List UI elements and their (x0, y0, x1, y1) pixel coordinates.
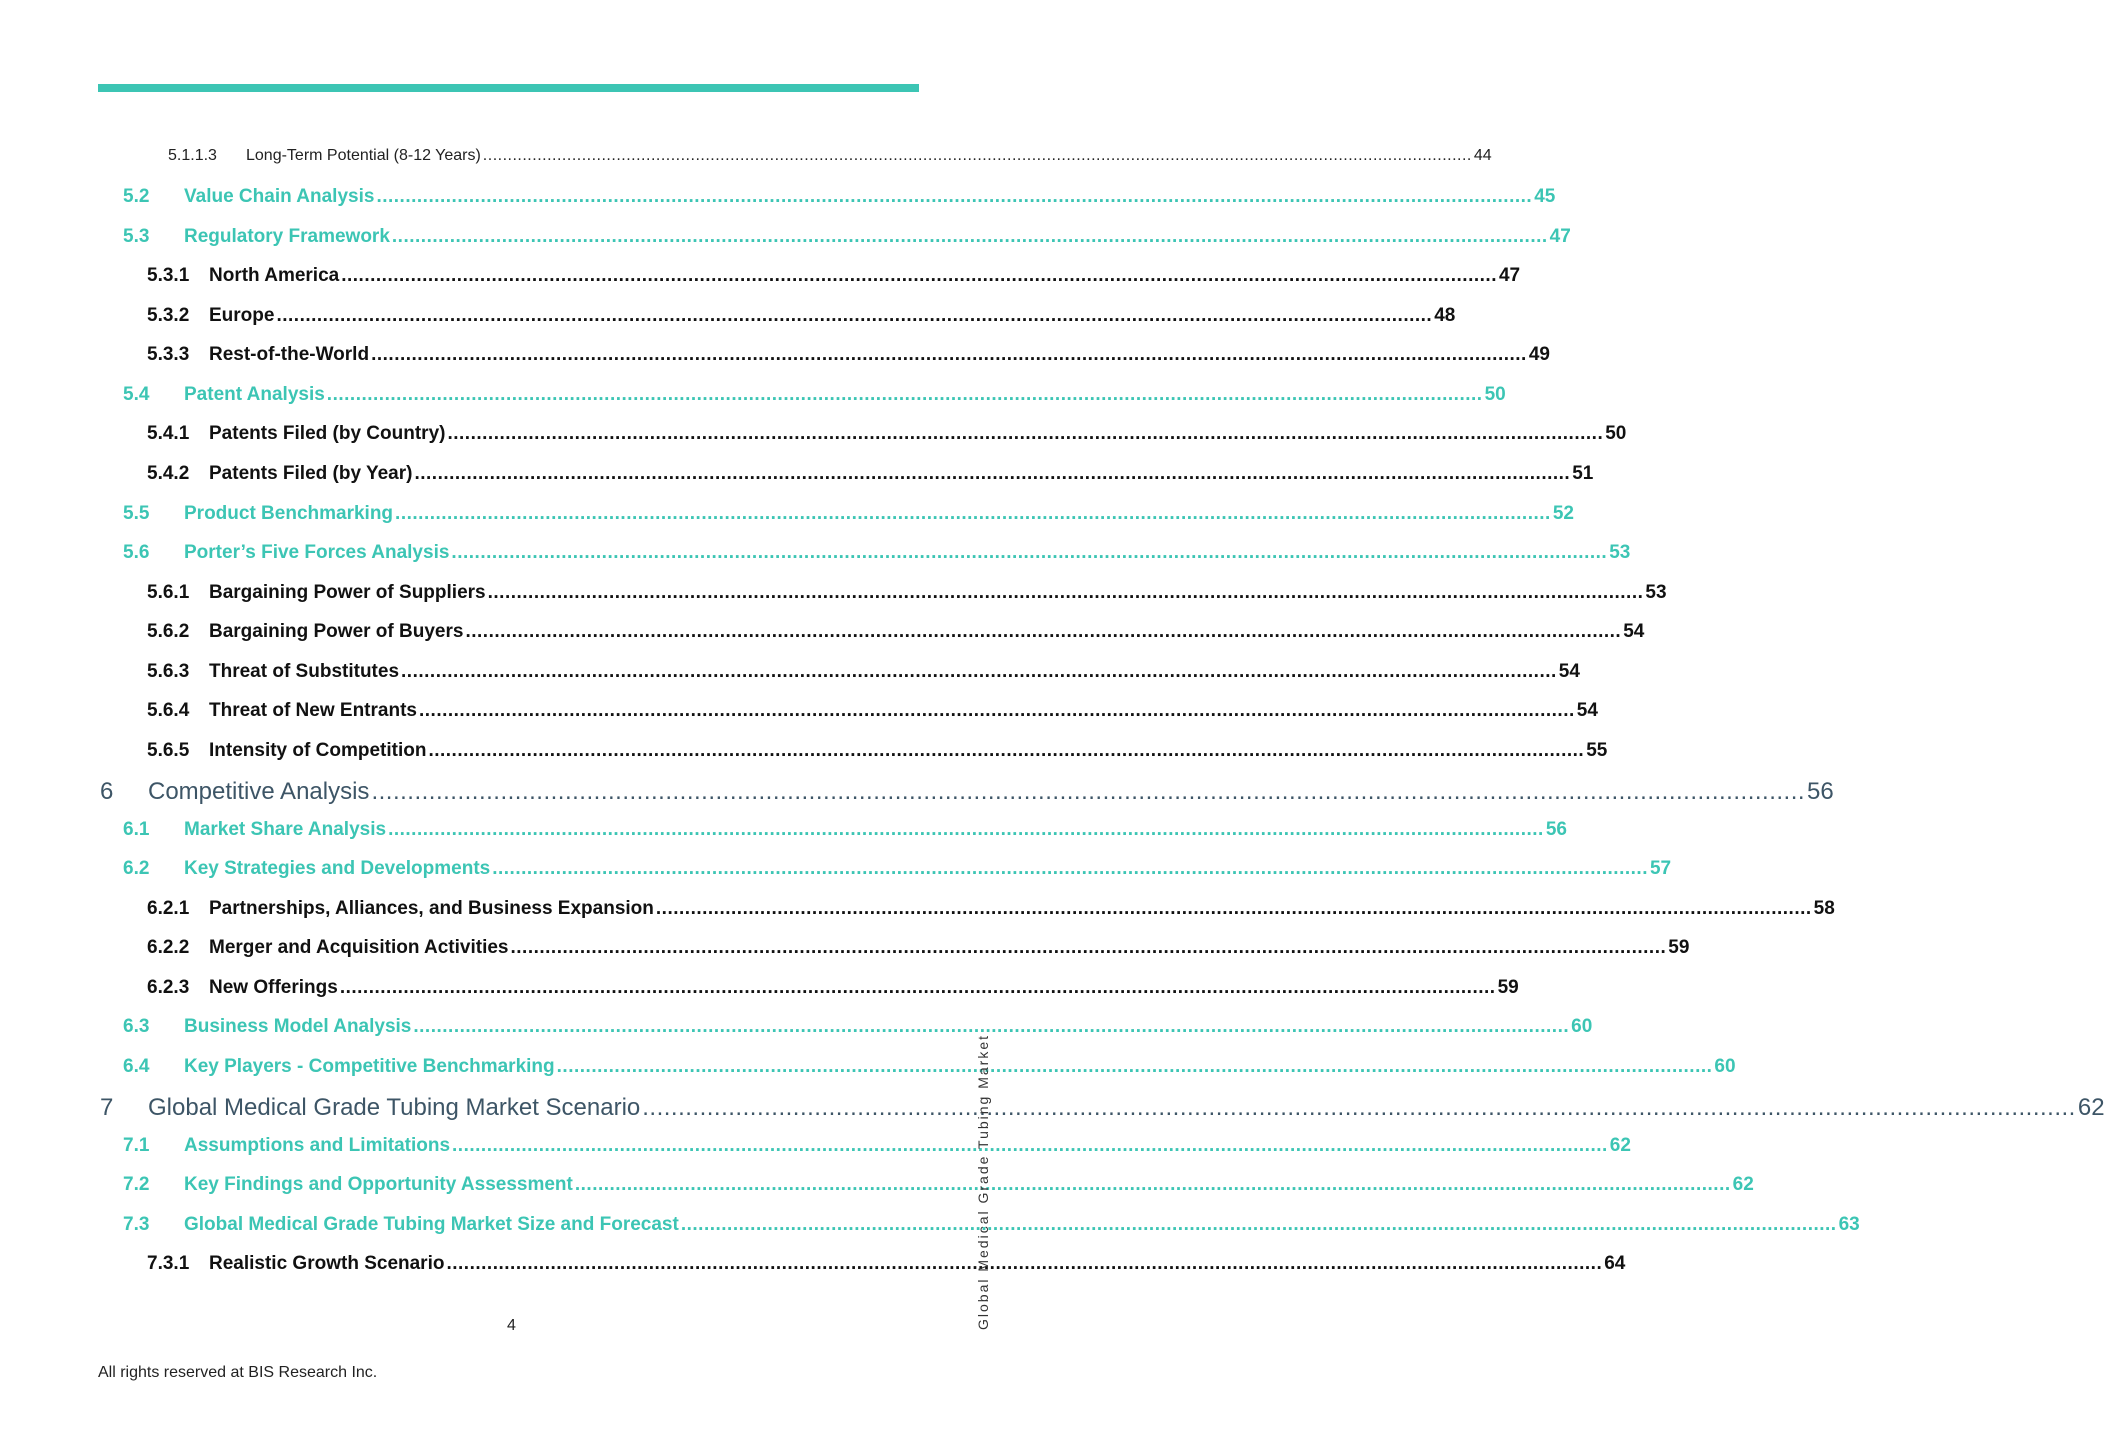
toc-entry-page: 49 (1528, 344, 1550, 365)
toc-entry-page: 47 (1549, 226, 1571, 247)
toc-entry-number: 5.6.5 (147, 740, 190, 761)
toc-entry-title: Value Chain Analysis (184, 186, 375, 207)
toc-leader-dots: ........................................................................................................................................................................................................ (414, 463, 1571, 484)
toc-entry[interactable] (123, 186, 1556, 208)
toc-leader-dots: ........................................................................................................................................................................................................ (401, 661, 1557, 682)
toc-entry-page: 50 (1484, 384, 1506, 405)
toc-entry-number: 6.2.2 (147, 937, 190, 958)
toc-entry-number: 5.1.1.3 (168, 147, 217, 164)
toc-leader-dots: ........................................................................................................................................................................................................ (376, 186, 1533, 207)
toc-entry-page: 53 (1645, 582, 1667, 603)
toc-entry-title: Global Medical Grade Tubing Market Size and Forecast (184, 1214, 679, 1235)
toc-leader-dots: ........................................................................................................................................................................................................ (482, 147, 1472, 164)
toc-leader-dots: ........................................................................................................................................................................................................ (339, 977, 1496, 998)
toc-entry[interactable] (123, 542, 1631, 564)
toc-entry-title: Patents Filed (by Year) (209, 463, 413, 484)
toc-entry[interactable] (147, 463, 1594, 485)
toc-entry-number: 7.2 (123, 1174, 150, 1195)
toc-leader-dots: ........................................................................................................................................................................................................ (574, 1174, 1731, 1195)
toc-entry-page: 54 (1576, 700, 1598, 721)
toc-entry[interactable] (147, 305, 1456, 327)
toc-entry-page: 54 (1623, 621, 1645, 642)
toc-entry[interactable] (123, 1135, 1631, 1157)
toc-entry-number: 5.4.2 (147, 463, 190, 484)
toc-entry-page: 55 (1586, 740, 1608, 761)
toc-entry-number: 5.5 (123, 503, 150, 524)
toc-entry-page: 47 (1498, 265, 1521, 286)
toc-entry[interactable] (147, 937, 1690, 959)
toc-entry-page: 63 (1838, 1214, 1860, 1235)
toc-entry-title: Key Players - Competitive Benchmarking (184, 1056, 555, 1077)
toc-entry-page: 52 (1552, 503, 1574, 524)
toc-entry-number: 6.1 (123, 819, 150, 840)
toc-entry-number: 5.2 (123, 186, 150, 207)
toc-leader-dots: ........................................................................................................................................................................................................ (655, 898, 1812, 919)
toc-entry[interactable] (123, 858, 1672, 880)
toc-leader-dots: ........................................................................................................................................................................................................ (465, 621, 1622, 642)
toc-entry-page: 64 (1604, 1253, 1626, 1274)
toc-entry-title: Key Strategies and Developments (184, 858, 491, 879)
toc-entry-title: Merger and Acquisition Activities (209, 937, 509, 958)
toc-entry[interactable] (147, 1253, 1626, 1275)
toc-entry-title: Bargaining Power of Suppliers (209, 582, 486, 603)
toc-entry-title: Europe (209, 305, 275, 326)
toc-leader-dots: ........................................................................................................................................................................................................ (492, 858, 1648, 879)
toc-leader-dots: ........................................................................................................................................................................................................ (556, 1056, 1713, 1077)
toc-leader-dots: ........................................................................................................................................................................................................ (371, 778, 1806, 805)
toc-entry-title: New Offerings (209, 977, 338, 998)
toc-leader-dots: ........................................................................................................................................................................................................ (388, 819, 1544, 840)
toc-entry-title: Bargaining Power of Buyers (209, 621, 464, 642)
toc-entry-page: 59 (1668, 937, 1690, 958)
toc-leader-dots: ........................................................................................................................................................................................................ (680, 1214, 1837, 1235)
toc-entry-title: Business Model Analysis (184, 1016, 412, 1037)
toc-entry[interactable] (147, 423, 1627, 445)
toc-entry-title: Patent Analysis (184, 384, 325, 405)
toc-entry-title: Partnerships, Alliances, and Business Expansion (209, 898, 654, 919)
toc-entry-title: Threat of Substitutes (209, 661, 400, 682)
toc-entry[interactable] (147, 740, 1608, 762)
toc-entry-number: 6 (100, 778, 114, 805)
toc-entry-title: Global Medical Grade Tubing Market Scenario (148, 1094, 641, 1121)
toc-entry-title: Long-Term Potential (8-12 Years) (246, 147, 481, 164)
toc-entry-number: 5.6.2 (147, 621, 190, 642)
toc-entry-page: 60 (1714, 1056, 1736, 1077)
toc-entry-title: Assumptions and Limitations (184, 1135, 451, 1156)
footer-copyright: All rights reserved at BIS Research Inc. (98, 1364, 378, 1381)
toc-entry-number: 5.6.4 (147, 700, 190, 721)
toc-entry-page: 62 (1732, 1174, 1754, 1195)
toc-entry[interactable] (123, 384, 1506, 406)
toc-entry-number: 5.6.3 (147, 661, 190, 682)
toc-entry-number: 7.1 (123, 1135, 150, 1156)
toc-entry-number: 7.3 (123, 1214, 150, 1235)
toc-entry-page: 56 (1545, 819, 1567, 840)
toc-entry[interactable] (147, 661, 1580, 683)
toc-entry-number: 6.3 (123, 1016, 150, 1037)
toc-leader-dots: ........................................................................................................................................................................................................ (326, 384, 1483, 405)
toc-entry-number: 7.3.1 (147, 1253, 190, 1274)
toc-entry-title: North America (209, 265, 340, 286)
toc-entry-page: 57 (1649, 858, 1672, 879)
toc-entry-number: 5.4 (123, 384, 150, 405)
toc-leader-dots: ........................................................................................................................................................................................................ (413, 1016, 1570, 1037)
toc-leader-dots: ........................................................................................................................................................................................................ (446, 1253, 1603, 1274)
toc-entry-number: 5.3 (123, 226, 150, 247)
toc-entry[interactable] (147, 582, 1667, 604)
toc-entry-title: Rest-of-the-World (209, 344, 370, 365)
toc-entry-page: 56 (1807, 778, 1834, 805)
toc-entry-title: Realistic Growth Scenario (209, 1253, 445, 1274)
toc-entry-title: Threat of New Entrants (209, 700, 417, 721)
toc-leader-dots: ........................................................................................................................................................................................................ (451, 542, 1608, 563)
toc-entry[interactable] (147, 977, 1519, 999)
toc-entry-page: 58 (1813, 898, 1835, 919)
toc-entry-title: Patents Filed (by Country) (209, 423, 446, 444)
toc-entry-page: 51 (1572, 463, 1594, 484)
toc-entry-title: Porter’s Five Forces Analysis (184, 542, 450, 563)
toc-leader-dots: ........................................................................................................................................................................................................ (452, 1135, 1608, 1156)
toc-leader-dots: ........................................................................................................................................................................................................ (391, 226, 1548, 247)
toc-entry[interactable] (100, 1094, 2105, 1122)
toc-entry[interactable] (147, 344, 1550, 366)
toc-entry[interactable] (123, 819, 1567, 841)
toc-leader-dots: ........................................................................................................................................................................................................ (447, 423, 1604, 444)
toc-entry-title: Regulatory Framework (184, 226, 390, 247)
toc-entry[interactable] (100, 778, 1834, 806)
toc-entry[interactable] (123, 226, 1571, 248)
page-number: 4 (507, 1317, 516, 1334)
toc-entry-number: 6.2.3 (147, 977, 190, 998)
toc-entry[interactable] (168, 147, 1492, 165)
toc-entry-number: 5.3.3 (147, 344, 190, 365)
toc-entry[interactable] (123, 1056, 1736, 1078)
side-running-title: Global Medical Grade Tubing Market (975, 1034, 991, 1330)
toc-entry[interactable] (123, 503, 1574, 525)
toc-entry-number: 6.2.1 (147, 898, 190, 919)
toc-entry-page: 44 (1473, 147, 1492, 164)
toc-entry-number: 5.3.1 (147, 265, 190, 286)
toc-leader-dots: ........................................................................................................................................................................................................ (487, 582, 1644, 603)
toc-entry-number: 6.4 (123, 1056, 150, 1077)
toc-leader-dots: ........................................................................................................................................................................................................ (341, 265, 1497, 286)
toc-leader-dots: ........................................................................................................................................................................................................ (276, 305, 1433, 326)
toc-entry-number: 5.3.2 (147, 305, 190, 326)
toc-entry-number: 5.6 (123, 542, 150, 563)
toc-entry-title: Market Share Analysis (184, 819, 387, 840)
toc-leader-dots: ........................................................................................................................................................................................................ (510, 937, 1667, 958)
toc-entry[interactable] (123, 1016, 1593, 1038)
toc-entry[interactable] (123, 1174, 1754, 1196)
toc-leader-dots: ........................................................................................................................................................................................................ (395, 503, 1551, 524)
toc-entry-page: 62 (1609, 1135, 1631, 1156)
toc-leader-dots: ........................................................................................................................................................................................................ (418, 700, 1575, 721)
toc-leader-dots: ........................................................................................................................................................................................................ (642, 1094, 2076, 1121)
toc-entry-page: 60 (1571, 1016, 1593, 1037)
toc-entry-title: Product Benchmarking (184, 503, 394, 524)
toc-entry[interactable] (147, 700, 1598, 722)
toc-leader-dots: ........................................................................................................................................................................................................ (371, 344, 1527, 365)
toc-entry-page: 50 (1605, 423, 1627, 444)
toc-entry-page: 53 (1609, 542, 1631, 563)
toc-entry[interactable] (147, 265, 1521, 287)
toc-entry-page: 48 (1434, 305, 1456, 326)
toc-entry-title: Key Findings and Opportunity Assessment (184, 1174, 573, 1195)
toc-entry-number: 7 (100, 1094, 114, 1121)
toc-entry-number: 6.2 (123, 858, 150, 879)
toc-leader-dots: ........................................................................................................................................................................................................ (428, 740, 1585, 761)
toc-entry-title: Intensity of Competition (209, 740, 427, 761)
toc-entry[interactable] (147, 621, 1645, 643)
toc-entry-number: 5.4.1 (147, 423, 190, 444)
toc-entry-page: 62 (2077, 1094, 2105, 1121)
toc-entry-title: Competitive Analysis (148, 778, 370, 805)
toc-entry-page: 59 (1497, 977, 1519, 998)
toc-entry-page: 54 (1558, 661, 1580, 682)
toc-entry[interactable] (123, 1214, 1860, 1236)
toc-entry[interactable] (147, 898, 1835, 920)
header-rule (98, 84, 919, 92)
toc-entry-page: 45 (1534, 186, 1556, 207)
toc-entry-number: 5.6.1 (147, 582, 190, 603)
